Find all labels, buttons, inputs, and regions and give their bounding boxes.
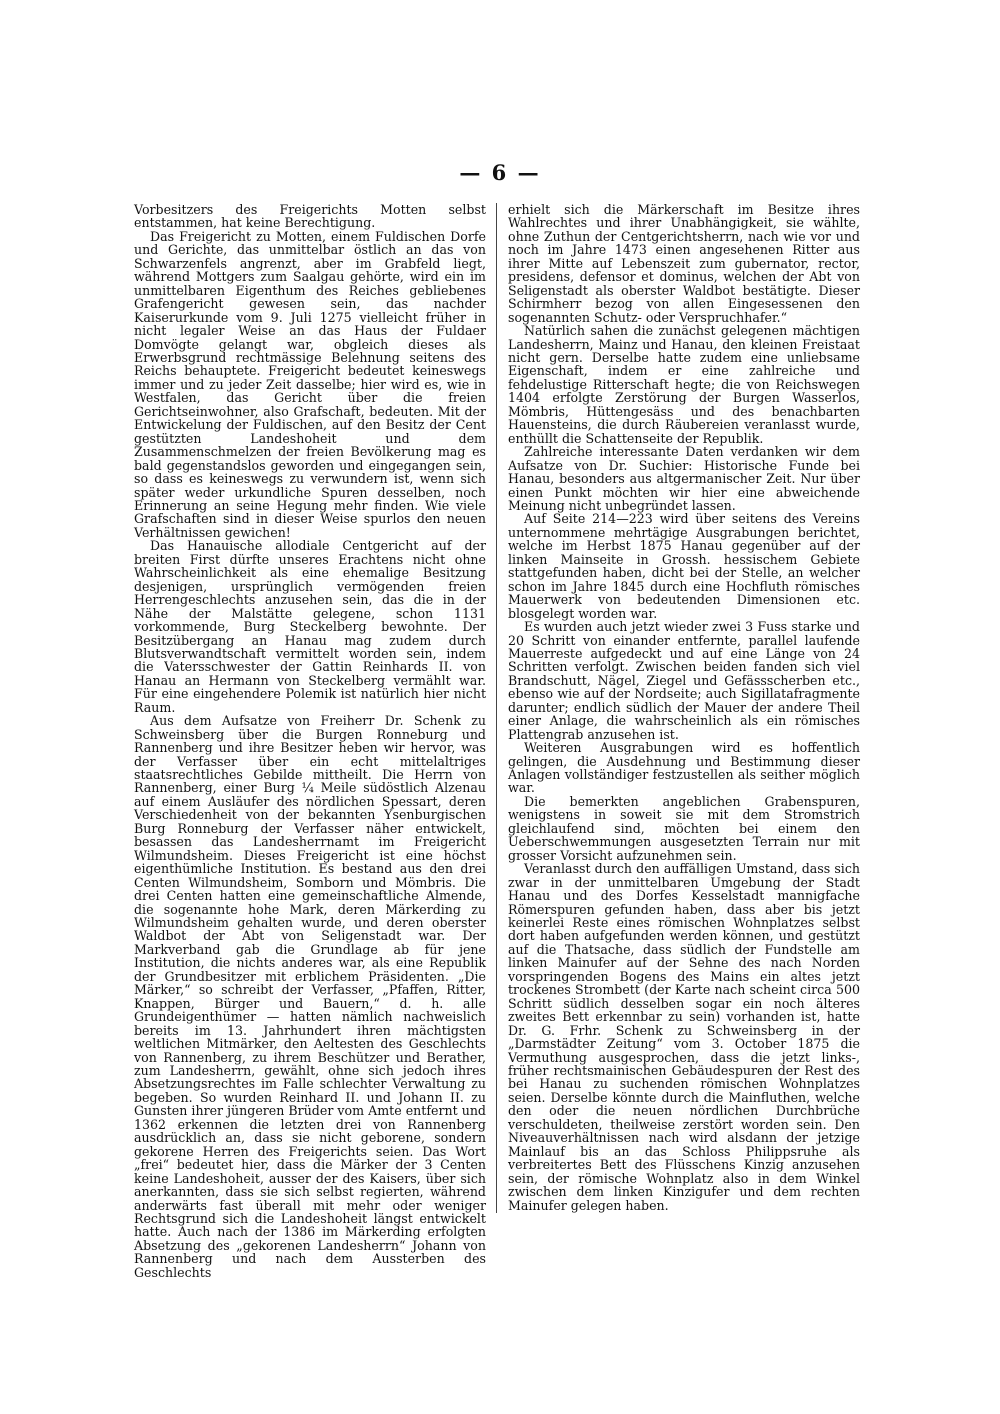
paragraph: Das Freigericht zu Motten, einem Fuldischen Dorfe und Gerichte, das unmittelbar östlich an das von Schwarzenfels angrenzt, aber im Grabfeld liegt, während Mottgers zum Saalgau gehörte, wird ein im unmittelbaren Eigenthum des Reiches gebliebenes Grafengericht gewesen sein, das nachder Kaiserurkunde vom 9. Juli 1275 vielleicht früher in nicht legaler Weise an das Haus der Fuldaer Domvögte gelangt war, obgleich dieses als Erwerbsgrund rechtmässige Belehnung seitens des Reichs behauptete. Freigericht bedeutet keineswegs immer und zu jeder Zeit dasselbe; hier wird es, wie in Westfalen, das Gericht über die freien Gerichtseinwohner, also Grafschaft, bedeuten. Mit der Entwickelung der Fuldischen, auf den Besitz der Cent gestützten Landeshoheit und dem Zusammenschmelzen der freien Bevölkerung mag es bald gegenstandslos geworden und eingegangen sein, so dass es keineswegs zu verwundern ist, wenn sich später weder urkundliche Spuren desselben, noch Erinnerung an seine Hegung mehr finden. Wie viele Grafschaften sind in dieser Weise spurlos den neuen Verhältnissen gewichen! xyxy=(134,228,486,540)
column-divider xyxy=(496,203,497,1213)
paragraph: Die bemerkten angeblichen Grabenspuren, wenigstens in soweit sie mit dem Stromstrich gleichlaufend sind, möchten bei einem den Ueberschwemmungen ausgesetzten Terrain nur mit grosser Vorsicht aufzunehmen sein. xyxy=(508,793,860,863)
right-column xyxy=(508,203,860,1212)
paragraph: Das Hanauische allodiale Centgericht auf der breiten First dürfte unseres Erachtens nicht ohne Wahrscheinlichkeit als eine ehemalige Besitzung desjenigen, ursprünglich vermögenden freien Herrengeschlechts anzusehen sein, das die in der Nähe der Malstätte gelegene, schon 1131 vorkommende, Burg Steckelberg bewohnte. Der Besitzübergang an Hanau mag zudem durch Blutsverwandtschaft vermittelt worden sein, indem die Vatersschwester der Gattin Reinhards II. von Hanau an Hermann von Steckelberg vermählt war. Für eine eingehendere Polemik ist natürlich hier nicht Raum. xyxy=(134,538,486,715)
paragraph: Vorbesitzers des Freigerichts Motten selbst entstammen, hat keine Berechtigung. xyxy=(134,202,486,231)
paragraph: Es wurden auch jetzt wieder zwei 3 Fuss starke und 20 Schritt von einander entfernte, parallel laufende Mauerreste aufgedeckt und auf eine Länge von 24 Schritten verfolgt. Zwischen beiden fanden sich viel Brandschutt, Nägel, Ziegel und Gefässscherben etc., ebenso wie auf der Nordseite; auch Sigillatafragmente darunter; endlich südlich der Mauer der andere Theil einer Anlage, die wahrscheinlich als ein römisches Plattengrab anzusehen ist. xyxy=(508,619,860,742)
paragraph: Auf Seite 214—223 wird über seitens des Vereins unternommene mehrtägige Ausgrabungen berichtet, welche im Herbst 1875 Hanau gegenüber auf der linken Mainseite in Grossh. hessischem Gebiete stattgefunden haben, dicht bei der Stelle, an welcher schon im Jahre 1845 durch eine Hochfluth römisches Mauerwerk von bedeutenden Dimensionen etc. blosgelegt worden war. xyxy=(508,511,860,621)
paragraph: Veranlasst durch den auffälligen Umstand, dass sich zwar in der unmittelbaren Umgebung der Stadt Hanau und des Dorfes Kesselstadt mannigfache Römerspuren gefunden haben, dass aber bis jetzt keinerlei Reste eines römischen Wohnplatzes selbst dort haben aufgefunden werden können, und gestützt auf die Thatsache, dass südlich der Fundstelle am linken Mainufer auf der Sehne des nach Norden vorspringenden Bogens des Mains ein altes jetzt trockenes Strombett (der Karte nach scheint circa 500 Schritt südlich desselben sogar ein noch älteres zweites Bett erkennbar zu sein) vorhanden ist, hatte Dr. G. Frhr. Schenk zu Schweinsberg in der „Darmstädter Zeitung“ vom 3. October 1875 die Vermuthung ausgesprochen, dass die jetzt links-, früher rechtsmainischen Gebäudespuren der Rest des bei Hanau zu suchenden römischen Wohnplatzes seien. Derselbe könnte durch die Mainfluthen, welche den oder die neuen nördlichen Durchbrüche verschuldeten, theilweise zerstört worden sein. Den Niveauverhältnissen nach wird alsdann der jetzige Mainlauf bis an das Schloss Philippsruhe als verbreitertes Bett des Flüsschens Kinzig anzusehen sein, der römische Wohnplatz also in dem Winkel zwischen dem linken Kinzigufer und dem rechten Mainufer gelegen haben. xyxy=(508,861,860,1213)
paragraph: Aus dem Aufsatze von Freiherr Dr. Schenk zu Schweinsberg über die Burgen Ronneburg und Rannenberg und ihre Besitzer heben wir hervor, was der Verfasser über ein echt mittelaltriges staatsrechtliches Gebilde mittheilt. Die Herrn von Rannenberg, einer Burg ¼ Meile südöstlich Alzenau auf einem Ausläufer des nördlichen Spessart, deren Verschiedenheit von der bekannten Ysenburgischen Burg Ronneburg der Verfasser näher entwickelt, besassen das Landesherrnamt im Freigericht Wilmundsheim. Dieses Freigericht ist eine höchst eigenthümliche Institution. Es bestand aus den drei Centen Wilmundsheim, Somborn und Mömbris. Die drei Centen hatten eine gemeinschaftliche Almende, die sogenannte hohe Mark, deren Märkerding zu Wilmundsheim gehalten wurde, und deren oberster Waldbot der Abt von Seligenstadt war. Der Markverband gab die Grundlage ab für jene Institution, die nichts anderes war, als eine Republik der Grundbesitzer mit erblichem Präsidenten. „Die Märker,“ so schreibt der Verfasser, „Pfaffen, Ritter, Knappen, Bürger und Bauern,“ d. h. alle Grundeigenthümer — hatten nämlich nachweislich bereits im 13. Jahrhundert ihren mächtigsten weltlichen Mitmärker, den Aeltesten des Geschlechts von Rannenberg, zu ihrem Beschützer und Berather, zum Landesherrn, gewählt, ohne sich jedoch ihres Absetzungsrechtes im Falle schlechter Verwaltung zu begeben. So wurden Reinhard II. und Johann II. zu Gunsten ihrer jüngeren Brüder vom Amte entfernt und 1362 erkennen die letzten drei von Rannenberg ausdrücklich an, dass sie nicht geborene, sondern gekorene Herren des Freigerichts seien. Das Wort „frei“ bedeutet hier, dass die Märker der 3 Centen keine Landeshoheit, ausser der des Kaisers, über sich anerkannten, dass sie sich selbst regierten, während anderwärts fast überall mit mehr oder weniger Rechtsgrund sich die Landeshoheit längst entwickelt hatte. Auch nach der 1386 im Märkerding erfolgten Absetzung des „gekorenen Landesherrn“ Johann von Rannenberg und nach dem Aussterben des Geschlechts xyxy=(134,713,486,1280)
paragraph: Zahlreiche interessante Daten verdanken wir dem Aufsatze von Dr. Suchier: Historische Funde bei Hanau, besonders aus altgermanischer Zeit. Nur über einen Punkt möchten wir hier eine abweichende Meinung nicht unbegründet lassen. xyxy=(508,444,860,513)
paragraph: Natürlich sahen die zunächst gelegenen mächtigen Landesherrn, Mainz und Hanau, den kleinen Freistaat nicht gern. Derselbe hatte zudem eine unliebsame Eigenschaft, indem er eine zahlreiche und fehdelustige Ritterschaft hegte; die von Reichswegen 1404 erfolgte Zerstörung der Burgen Wasserlos, Mömbris, Hüttengesäss und des benachbarten Hauensteins, die durch Räubereien veranlasst wurde, enthüllt die Schattenseite der Republik. xyxy=(508,323,860,446)
paragraph: Weiteren Ausgrabungen wird es hoffentlich gelingen, die Ausdehnung und Bestimmung dieser Anlagen vollständiger festzustellen als seither möglich war. xyxy=(508,740,860,796)
page-number: — 6 — xyxy=(459,160,541,185)
paragraph: erhielt sich die Märkerschaft im Besitze ihres Wahlrechtes und ihrer Unabhängigkeit, sie wählte, ohne Zuthun der Centgerichtsherrn, nach wie vor und noch im Jahre 1473 einen angesehenen Ritter aus ihrer Mitte auf Lebenszeit zum gubernator, rector, presidens, defensor et dominus, welchen der Abt von Seligenstadt als oberster Waldbot bestätigte. Dieser Schirmherr bezog von allen Eingesessenen den sogenannten Schutz- oder Verspruchhafer.“ xyxy=(508,202,860,325)
left-column xyxy=(134,203,486,1279)
